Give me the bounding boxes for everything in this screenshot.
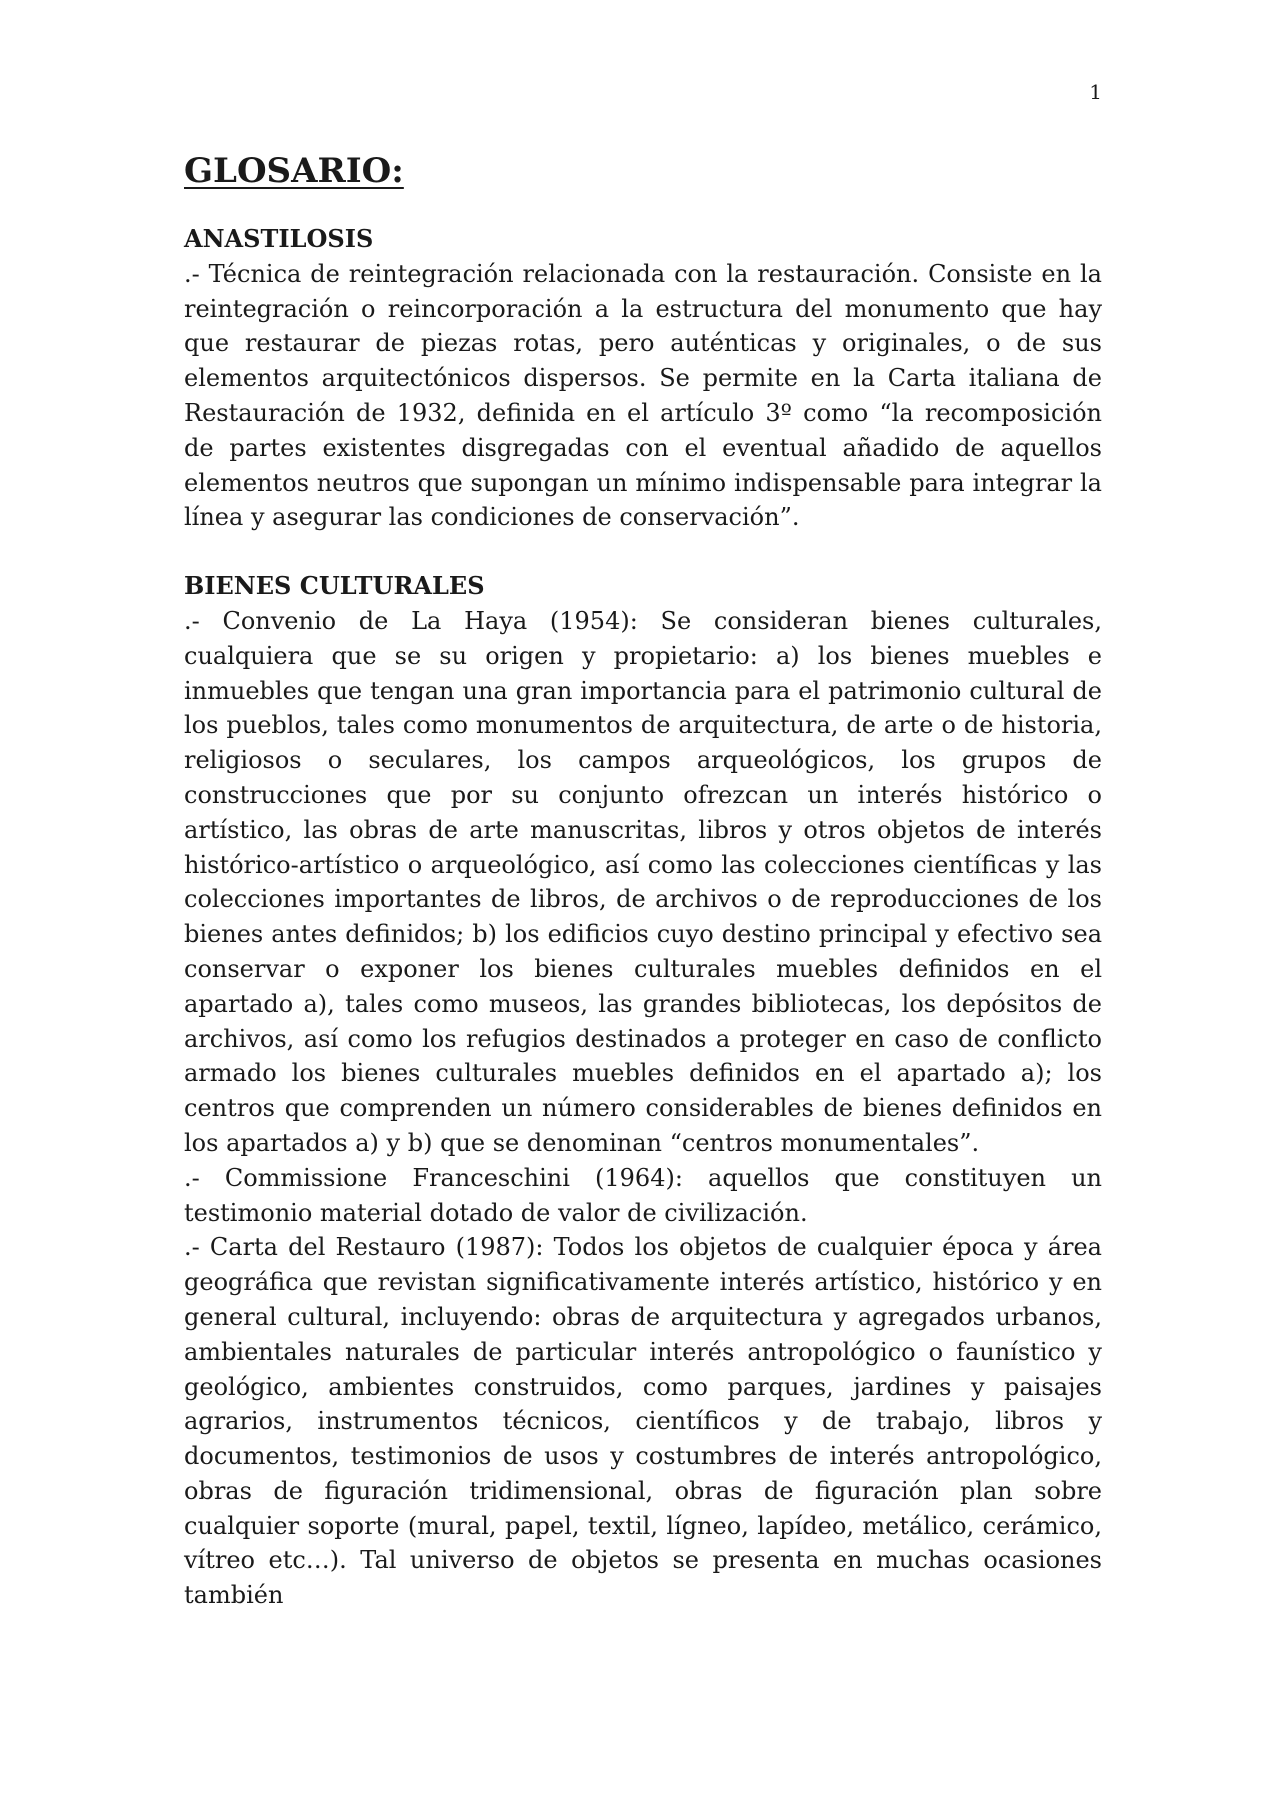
glossary-definition: .- Convenio de La Haya (1954): Se consideran bienes culturales, cualquiera que se su origen y propietario: a) los bienes muebles e inmuebles que tengan una gran importancia para el patrimonio cultural de los pueblos, tales como monumentos de arquitectura, de arte o de historia, religiosos o seculares, los campos arqueológicos, los grupos de construcciones que por su conjunto ofrezcan un interés histórico o artístico, las obras de arte manuscritas, libros y otros objetos de interés histórico-artístico o arqueológico, así como las colecciones científicas y las colecciones importantes de libros, de archivos o de reproducciones de los bienes antes definidos; b) los edificios cuyo destino principal y efectivo sea conservar o exponer los bienes culturales muebles definidos en el apartado a), tales como museos, las grandes bibliotecas, los depósitos de archivos, así como los refugios destinados a proteger en caso de conflicto armado los bienes culturales muebles definidos en el apartado a); los centros que comprenden un número considerables de bienes definidos en los apartados a) y b) que se denominan “centros monumentales”.	[184, 606, 1102, 1157]
glossary-entry-bienes-culturales	[184, 569, 1102, 1613]
glossary-definition: .- Commissione Franceschini (1964): aquellos que constituyen un testimonio material dotado de valor de civilización.	[184, 1163, 1102, 1227]
document-title: GLOSARIO:	[184, 151, 404, 191]
glossary-definition: .- Técnica de reintegración relacionada con la restauración. Consiste en la reintegración o reincorporación a la estructura del monumento que hay que restaurar de piezas rotas, pero auténticas y originales, o de sus elementos arquitectónicos dispersos. Se permite en la Carta italiana de Restauración de 1932, definida en el artículo 3º como “la recomposición de partes existentes disgregadas con el eventual añadido de aquellos elementos neutros que supongan un mínimo indispensable para integrar la línea y asegurar las condiciones de conservación”.	[184, 259, 1102, 532]
glossary-definition: .- Carta del Restauro (1987): Todos los objetos de cualquier época y área geográfica que revistan significativamente interés artístico, histórico y en general cultural, incluyendo: obras de arquitectura y agregados urbanos, ambientales naturales de particular interés antropológico o faunístico y geológico, ambientes construidos, como parques, jardines y paisajes agrarios, instrumentos técnicos, científicos y de trabajo, libros y documentos, testimonios de usos y costumbres de interés antropológico, obras de figuración tridimensional, obras de figuración plan sobre cualquier soporte (mural, papel, textil, lígneo, lapídeo, metálico, cerámico, vítreo etc…). Tal universo de objetos se presenta en muchas ocasiones también	[184, 1233, 1102, 1610]
glossary-term: ANASTILOSIS	[184, 224, 374, 253]
glossary-entry-anastilosis	[184, 222, 1102, 535]
page-number: 1	[1089, 80, 1102, 104]
page-content	[184, 150, 1102, 1647]
glossary-term: BIENES CULTURALES	[184, 571, 485, 601]
